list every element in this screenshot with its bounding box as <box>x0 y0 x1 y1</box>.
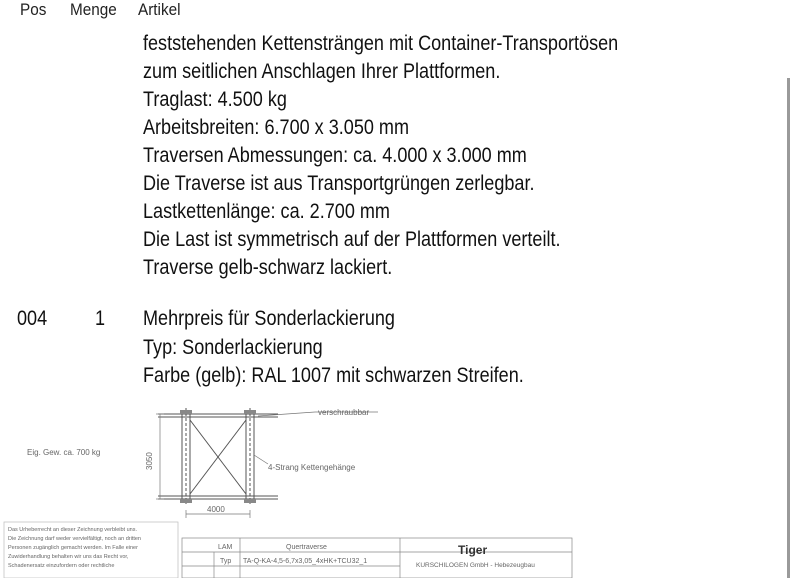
technical-drawing <box>0 400 794 578</box>
description-line: Arbeitsbreiten: 6.700 x 3.050 mm <box>143 116 410 139</box>
dimension-lines <box>156 414 250 518</box>
position-type: Typ: Sonderlackierung <box>143 336 323 359</box>
header-menge: Menge <box>70 0 117 19</box>
dim-height: 3050 <box>145 452 154 470</box>
disclaimer-line: Schadenersatz einzufordern oder rechtliche <box>8 563 115 569</box>
description-line: Lastkettenlänge: ca. 2.700 mm <box>143 200 390 223</box>
disclaimer-line: Personen zugänglich gemacht werden. Im Falle einer <box>8 545 138 551</box>
label-bolt: verschraubbar <box>318 408 370 417</box>
disclaimer-line: Die Zeichnung darf weder vervielfältigt, noch an dritten <box>8 536 141 542</box>
title-block <box>182 538 572 578</box>
description-line: Die Traverse ist aus Transportgrüngen zerlegbar. <box>143 172 535 195</box>
description-line: Traverse gelb-schwarz lackiert. <box>143 256 393 279</box>
page-edge <box>787 78 790 578</box>
position-quantity: 1 <box>95 307 106 330</box>
disclaimer-line: Das Urheberrecht an dieser Zeichnung verbleibt uns. <box>8 527 138 533</box>
brand-logo: Tiger <box>458 543 488 557</box>
description-line: Traversen Abmessungen: ca. 4.000 x 3.000 mm <box>143 144 527 167</box>
article-description <box>143 30 618 282</box>
header-pos: Pos <box>20 0 47 19</box>
title-querttraverse: Quertraverse <box>286 544 327 551</box>
description-line: Die Last ist symmetrisch auf der Plattformen verteilt. <box>143 228 561 251</box>
title-lam: LAM <box>218 544 233 551</box>
company-name: KURSCHILOGEN GmbH - Hebezeugbau <box>416 562 535 569</box>
dim-width: 4000 <box>207 505 225 514</box>
leader-lines <box>254 412 378 464</box>
position-details <box>143 334 524 390</box>
description-line: feststehenden Kettensträngen mit Container-Transportösen <box>143 32 619 55</box>
position-color: Farbe (gelb): RAL 1007 mit schwarzen Streifen. <box>143 364 524 387</box>
header-artikel: Artikel <box>138 0 181 19</box>
disclaimer-line: Zuwiderhandlung behalten wir uns das Recht vor, <box>8 554 129 560</box>
position-title: Mehrpreis für Sonderlackierung <box>143 307 395 330</box>
label-chain: 4-Strang Kettengehänge <box>268 463 356 472</box>
title-typ-value: TA-Q-KA-4,5-6,7x3,05_4xHK+TCU32_1 <box>243 558 368 565</box>
position-number: 004 <box>17 307 48 330</box>
title-typ: Typ <box>220 558 232 565</box>
drawing-weight: Eig. Gew. ca. 700 kg <box>27 448 101 457</box>
description-line: Traglast: 4.500 kg <box>143 88 287 111</box>
description-line: zum seitlichen Anschlagen Ihrer Plattformen. <box>143 60 501 83</box>
traverse-frame <box>158 408 278 504</box>
